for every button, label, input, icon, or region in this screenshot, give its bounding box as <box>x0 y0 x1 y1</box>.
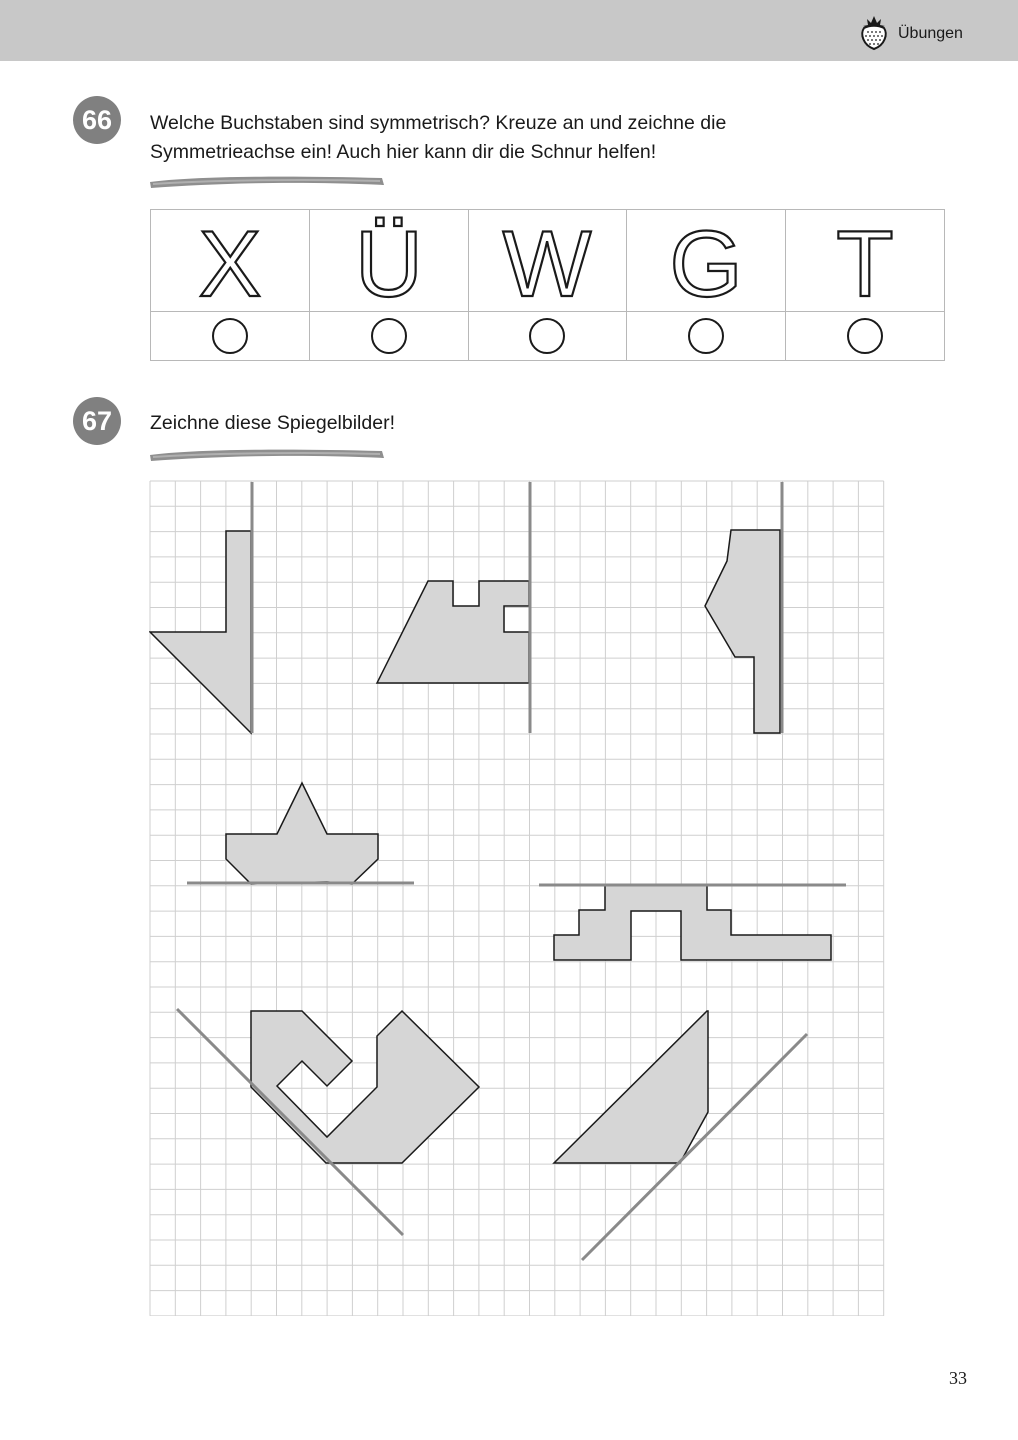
page-number: 33 <box>949 1368 967 1388</box>
check-cell-g <box>627 312 786 361</box>
letter-x-outline <box>175 216 285 306</box>
svg-text:G: G <box>669 215 743 306</box>
svg-text:T: T <box>836 215 894 306</box>
shape-hook <box>251 1011 479 1163</box>
check-cell-t <box>786 312 945 361</box>
letter-g-outline <box>651 216 761 306</box>
section-label: Übungen <box>898 25 963 42</box>
letter-t-outline <box>810 216 920 306</box>
check-cell-w <box>468 312 627 361</box>
letter-cell-t <box>786 210 945 312</box>
checkbox-t[interactable] <box>847 318 883 354</box>
shape-bridge <box>554 885 831 960</box>
letter-cell-x <box>151 210 310 312</box>
letter-w-outline <box>492 216 602 306</box>
letter-cell-u-umlaut <box>309 210 468 312</box>
task-66-instruction-line-1: Welche Buchstaben sind symmetrisch? Kreuze an und zeichne die <box>150 112 727 134</box>
checkbox-u-umlaut[interactable] <box>371 318 407 354</box>
shape-boat <box>226 783 378 884</box>
shape-axe-head <box>705 530 780 733</box>
task-number-66: 66 <box>73 96 121 144</box>
checkbox-w[interactable] <box>529 318 565 354</box>
letter-cell-g <box>627 210 786 312</box>
svg-text:X: X <box>198 215 262 306</box>
letter-u-umlaut-outline <box>334 216 444 306</box>
task-67-instruction: Zeichne diese Spiegelbilder! <box>150 412 395 434</box>
strawberry-icon <box>858 12 890 52</box>
task-66-instruction-line-2: Symmetrieachse ein! Auch hier kann dir die Schnur helfen! <box>150 141 657 163</box>
checkbox-g[interactable] <box>688 318 724 354</box>
check-cell-u-umlaut <box>309 312 468 361</box>
task-number-67: 67 <box>73 397 121 445</box>
shape-castle-trapezoid <box>377 581 529 683</box>
check-cell-x <box>151 312 310 361</box>
task-66-instruction <box>150 109 726 167</box>
checkbox-x[interactable] <box>212 318 248 354</box>
mirror-drawing-grid[interactable] <box>149 480 885 1316</box>
task-66-underline <box>148 172 386 190</box>
letter-symmetry-table <box>150 209 945 361</box>
letter-cell-w <box>468 210 627 312</box>
svg-text:Ü: Ü <box>354 215 423 306</box>
svg-text:W: W <box>503 215 592 306</box>
task-67-underline <box>148 445 386 463</box>
